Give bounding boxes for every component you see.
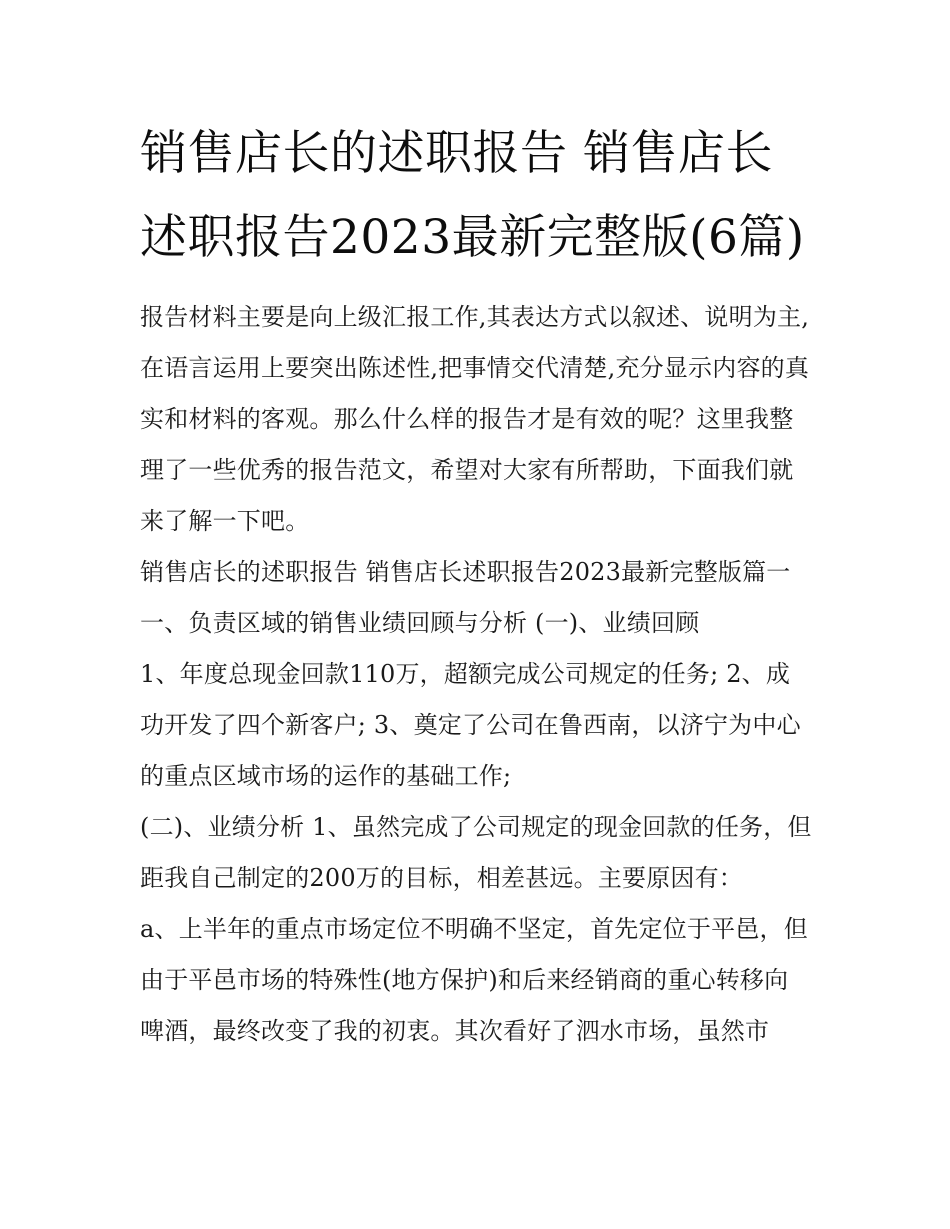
subsection-heading: 一、负责区域的销售业绩回顾与分析 (一)、业绩回顾: [140, 609, 700, 637]
section-heading: 销售店长的述职报告 销售店长述职报告2023最新完整版篇一: [140, 558, 791, 586]
performance-analysis-paragraph: (二)、业绩分析 1、虽然完成了公司规定的现金回款的任务，但距我自己制定的200万的目标，相差甚远。主要原因有：: [140, 813, 812, 892]
reason-a-paragraph: a、上半年的重点市场定位不明确不坚定，首先定位于平邑，但由于平邑市场的特殊性(地方保护)和后来经销商的重心转移向啤酒，最终改变了我的初衷。其次看好了泗水市场，虽然市: [140, 915, 808, 1045]
performance-review-paragraph: 1、年度总现金回款110万，超额完成公司规定的任务; 2、成功开发了四个新客户; 3、奠定了公司在鲁西南，以济宁为中心的重点区域市场的运作的基础工作;: [140, 660, 801, 790]
document-body: [140, 112, 812, 1057]
intro-paragraph: 报告材料主要是向上级汇报工作,其表达方式以叙述、说明为主,在语言运用上要突出陈述性,把事情交代清楚,充分显示内容的真实和材料的客观。那么什么样的报告才是有效的呢？这里我整理了一些优秀的报告范文，希望对大家有所帮助，下面我们就来了解一下吧。: [140, 303, 810, 535]
document-title: 销售店长的述职报告 销售店长述职报告2023最新完整版(6篇): [140, 126, 805, 265]
